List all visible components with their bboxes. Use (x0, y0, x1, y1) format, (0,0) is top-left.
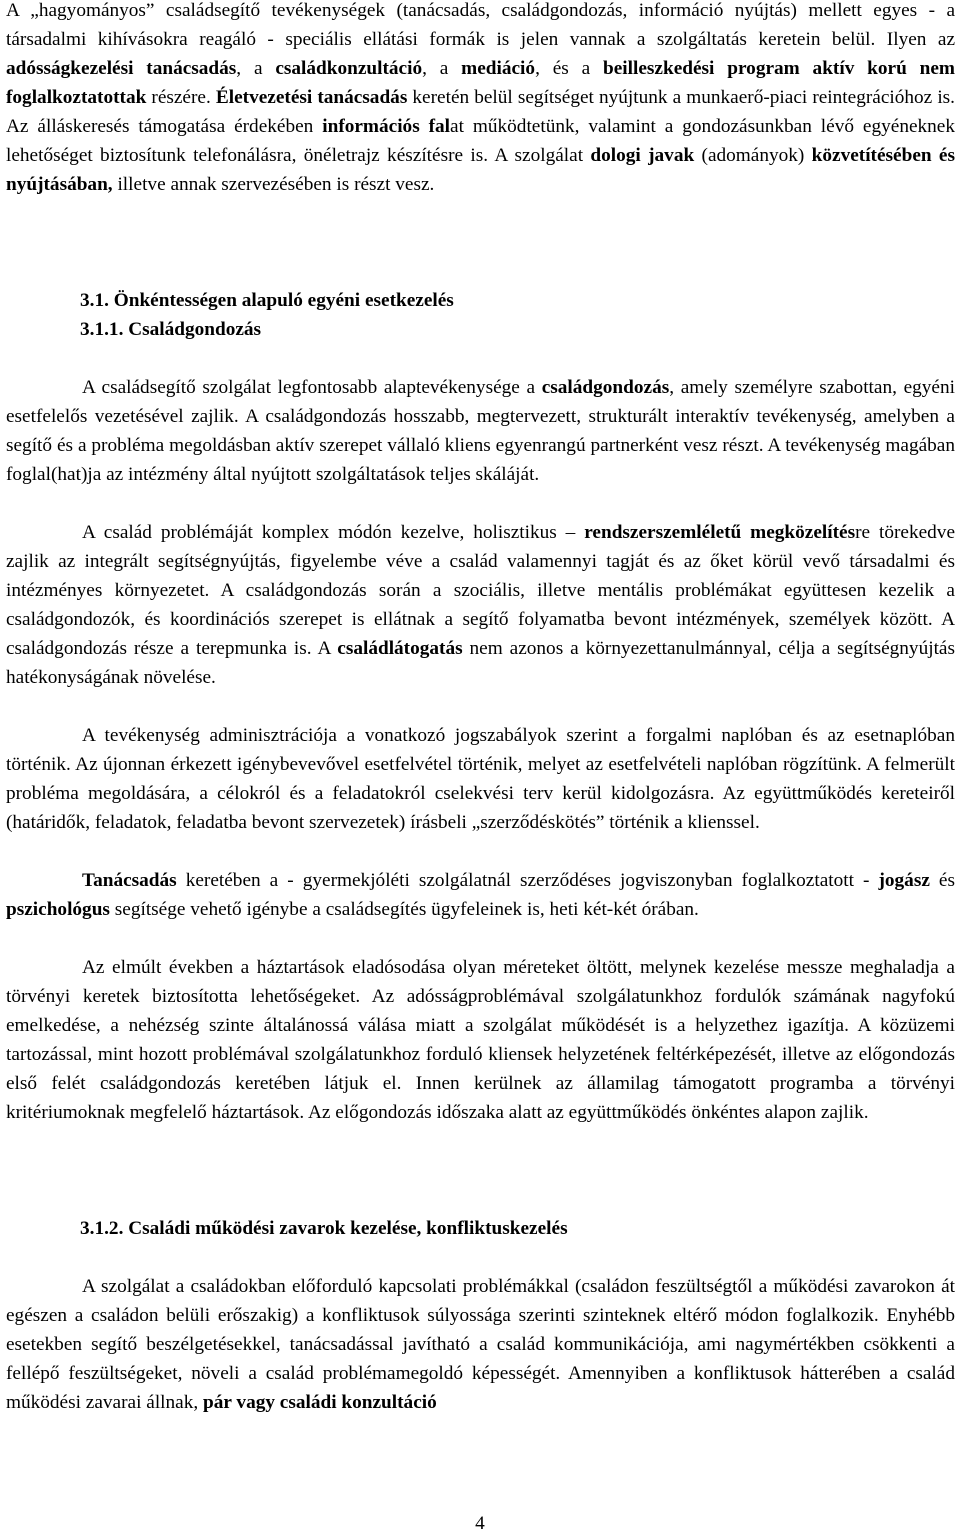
paragraph-conflict: A szolgálat a családokban előforduló kapcsolati problémákkal (családon feszültségtől a működési zavarokon át egészen a családon belüli erőszakig) a konfliktusok súlyossága szerinti szinteknek eltérő módon foglalkozik. Enyhébb esetekben segítő beszélgetésekkel, tanácsadással javítható a család kommunikációja, ami nagymértékben csökkenti a fellépő feszültségeket, növeli a család problémamegoldó képességét. Amennyiben a konfliktusok hátterében a család működési zavarai állnak, pár vagy családi konzultáció (6, 1276, 955, 1413)
paragraph-services: A „hagyományos” családsegítő tevékenységek (tanácsadás, családgondozás, információ nyújtás) mellett egyes - a társadalmi kihívásokra reagáló - speciális ellátási formák is jelen vannak a szolgáltatás keretein belül. Ilyen az adósságkezelési tanácsadás, a családkonzultáció, a mediáció, és a beilleszkedési program aktív korú nem foglalkoztatottak részére. Életvezetési tanácsadás keretén belül segítséget nyújtunk a munkaerő-piaci reintegrációhoz is. Az álláskeresés támogatása érdekében információs falat működtetünk, valamint a gondozásunkban lévő egyéneknek lehetőséget biztosítunk telefonálásra, önéletrajz készítésre is. A szolgálat dologi javak (adományok) közvetítésében és nyújtásában, illetve annak szervezésében is részt vesz. (6, 0, 956, 195)
section-heading-3-1-1: 3.1.1. Családgondozás (80, 319, 262, 340)
paragraph-holistic: A család problémáját komplex módón kezelve, holisztikus – rendszerszemléletű megközelítésre törekedve zajlik az integrált segítségnyújtás, figyelembe véve a család valamennyi tagját és az őket körül vevő társadalmi és intézményes környezetet. A családgondozás során a szociális, illetve mentális problémákat együttesen kezelik a családgondozók, és koordinációs szerepet is ellátnak a segítő folyamatba bevont intézmények, személyek között. A családgondozás része a terepmunka is. A családlátogatás nem azonos a környezettanulmánnyal, célja a segítségnyújtás hatékonyságának növelése. (6, 522, 955, 688)
section-heading-3-1-2: 3.1.2. Családi működési zavarok kezelése, konfliktuskezelés (80, 1218, 568, 1239)
paragraph-debt: Az elmúlt években a háztartások eladósodása olyan méreteket öltött, melynek kezelése messze meghaladja a törvényi keretek biztosította lehetőségeket. Az adósságproblémával szolgálatunkhoz fordulók számának nagyfokú emelkedése, a nehézség szinte általánossá válása miatt a szolgálat működését is a helyzethez igazítja. A közüzemi tartozással, mint hozott problémával szolgálatunkhoz forduló kliensek helyzetének feltérképezését, illetve az előgondozás első felét családgondozás keretében látjuk el. Innen kerülnek az államilag támogatott programba a törvényi kritériumoknak megfelelő háztartások. Az előgondozás időszaka alatt az együttműködés önkéntes alapon zajlik. (6, 957, 955, 1123)
paragraph-administration: A tevékenység adminisztrációja a vonatkozó jogszabályok szerint a forgalmi naplóban és az esetnaplóban történik. Az újonnan érkezett igénybevevővel esetfelvétel történik, melyet az esetfelvételi naplóban rögzítünk. A felmerült probléma megoldására, a célokról és a feladatokról cselekvési terv kerül kidolgozásra. Az együttműködés kereteiről (határidők, feladatok, feladatba bevont szervezetek) írásbeli „szerződéskötés” történik a klienssel. (6, 725, 955, 833)
paragraph-family-care: A családsegítő szolgálat legfontosabb alaptevékenysége a családgondozás, amely személyre szabottan, egyéni esetfelelős vezetésével zajlik. A családgondozás hosszabb, megtervezett, strukturált interaktív tevékenység, amelyben a segítő és a probléma megoldásban aktív szerepet vállaló kliens egyenrangú partnerként vesz részt. A tevékenység magában foglal(hat)ja az intézmény által nyújtott szolgáltatások teljes skáláját. (6, 377, 955, 485)
section-heading-3-1: 3.1. Önkéntességen alapuló egyéni esetkezelés (80, 290, 454, 311)
paragraph-counselling: Tanácsadás keretében a - gyermekjóléti szolgálatnál szerződéses jogviszonyban foglalkoztatott - jogász és pszichológus segítsége vehető igénybe a családsegítés ügyfeleinek is, heti két-két órában. (6, 870, 955, 920)
page-number: 4 (475, 1513, 485, 1534)
